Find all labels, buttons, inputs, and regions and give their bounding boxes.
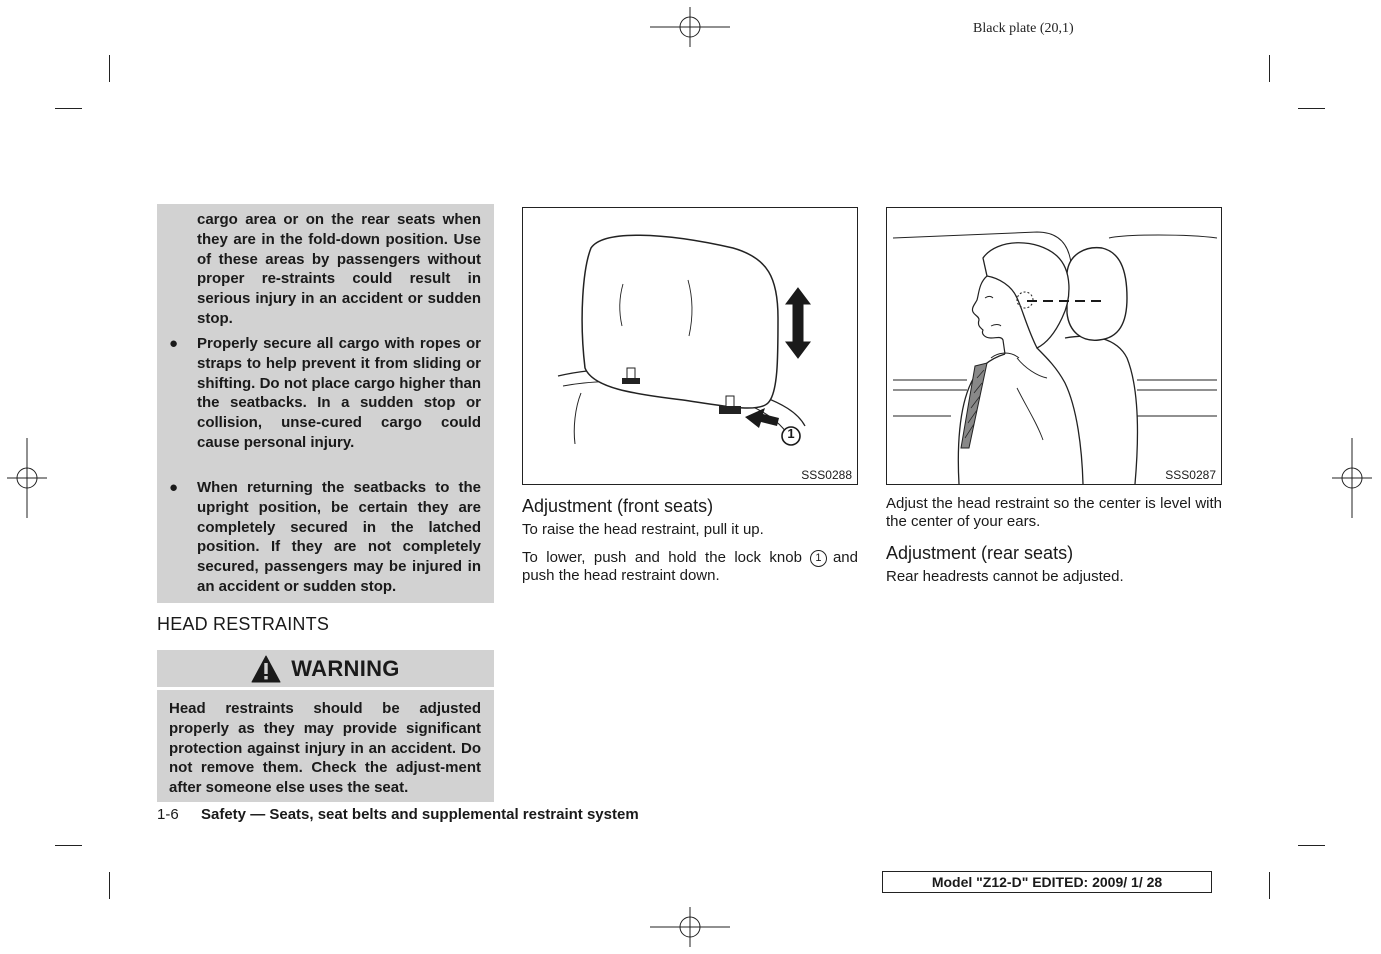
- bullet-dot: ●: [169, 479, 179, 496]
- bullet-text: When returning the seatbacks to the upright position, be certain they are completely secured in the latched position. If they are not completely secured, passengers may be injured in an accident or sudden stop.: [197, 479, 481, 595]
- continued-warning-box: [157, 204, 494, 603]
- figure-callout-number: 1: [787, 426, 795, 441]
- warning-label: WARNING: [291, 655, 400, 681]
- lock-knob-number-icon: 1: [810, 550, 827, 567]
- rear-seats-heading: Adjustment (rear seats): [886, 543, 1074, 563]
- registration-mark-bottom: [650, 907, 730, 947]
- registration-mark-left: [7, 438, 47, 518]
- rear-seats-text: Rear headrests cannot be adjusted.: [886, 568, 1124, 585]
- front-seats-raise-text: To raise the head restraint, pull it up.: [522, 521, 764, 538]
- front-seats-heading: Adjustment (front seats): [522, 496, 714, 516]
- occupant-head-restraint-illustration: [887, 208, 1221, 484]
- warning-box: [157, 690, 494, 802]
- bullet-item: [169, 478, 481, 597]
- lower-text-end: and push the head restraint down.: [522, 549, 858, 584]
- bullet-text: Properly secure all cargo with ropes or straps to help prevent it from sliding or shifting. Do not place cargo higher than the seatbacks. In a sudden stop or collision, unse-cured cargo could cause personal injury.: [197, 335, 481, 451]
- figure-head-restraint-position: [886, 207, 1222, 485]
- center-note-text: Adjust the head restraint so the center is level with the center of your ears.: [886, 495, 1222, 530]
- registration-mark-right: [1332, 438, 1372, 518]
- warning-text: Head restraints should be adjusted properly as they may provide significant protection against injury in an accident. Do not remove them. Check the adjust-ment after someone else uses the seat.: [169, 700, 481, 797]
- page-number: 1-6: [157, 806, 179, 823]
- registration-mark-top: [650, 7, 730, 47]
- plate-label: Black plate (20,1): [973, 21, 1074, 36]
- section-heading: HEAD RESTRAINTS: [157, 614, 330, 634]
- continued-warning-text: cargo area or on the rear seats when they are in the fold-down position. Use of these areas by passengers without proper re-straints could result in serious injury in an accident or sudden stop.: [197, 211, 481, 327]
- warning-header: [157, 650, 494, 687]
- figure-code: SSS0287: [1165, 468, 1216, 482]
- figure-front-head-restraint: [522, 207, 858, 485]
- warning-triangle-icon: [251, 655, 281, 683]
- model-edited-line: Model "Z12-D" EDITED: 2009/ 1/ 28: [882, 871, 1212, 893]
- front-head-restraint-illustration: [523, 208, 857, 484]
- footer-title: Safety — Seats, seat belts and supplemental restraint system: [201, 806, 639, 823]
- bullet-dot: ●: [169, 335, 179, 352]
- figure-code: SSS0288: [801, 468, 852, 482]
- lower-text-start: To lower, push and hold the lock knob: [522, 549, 802, 566]
- bullet-item: [169, 334, 481, 453]
- front-seats-lower-text: [522, 549, 858, 585]
